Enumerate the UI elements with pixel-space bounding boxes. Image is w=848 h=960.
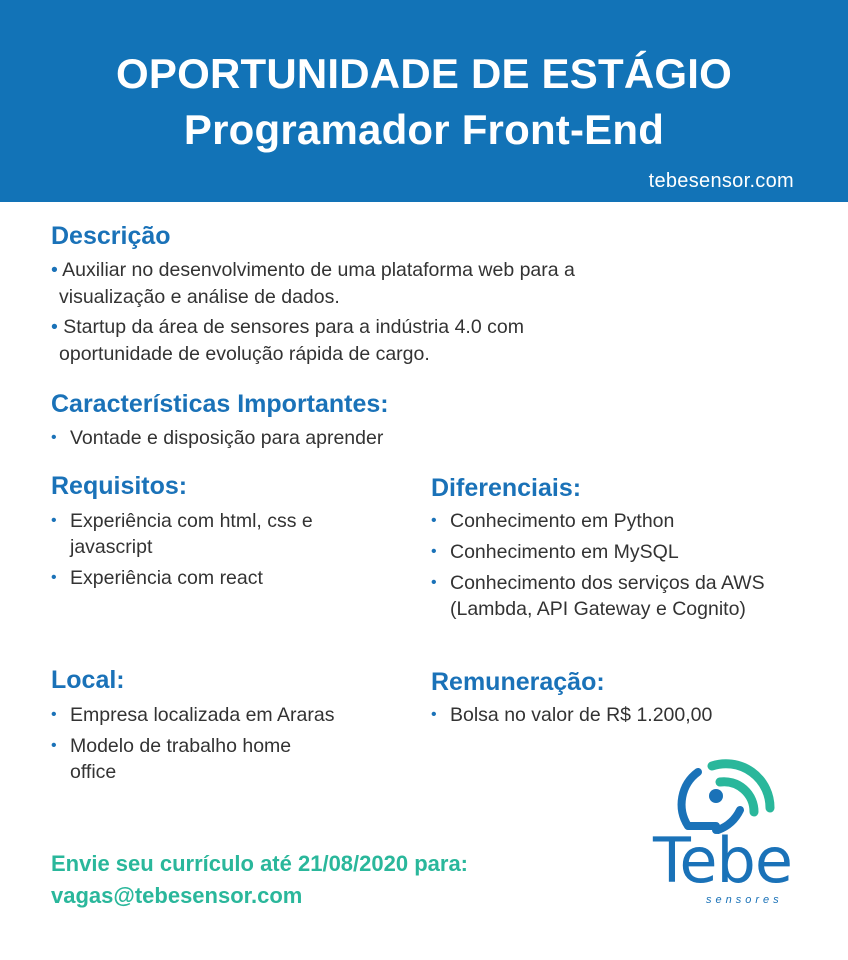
diferenciais-title: Diferenciais:: [431, 474, 582, 502]
title-line-1: OPORTUNIDADE DE ESTÁGIO: [116, 50, 732, 97]
head-dot-icon: [709, 789, 723, 803]
descricao-item: [51, 257, 575, 311]
list-item: • Modelo de trabalho home office: [51, 735, 292, 783]
list-item: • Conhecimento em MySQL: [431, 541, 679, 563]
title-line-2: Programador Front-End: [183, 106, 665, 153]
caracteristicas-list: [51, 425, 551, 451]
bullet-icon: •: [51, 706, 57, 723]
diferenciais-list: [431, 508, 791, 622]
descricao-item-line1: Auxiliar no desenvolvimento de uma plataforma web para a: [62, 259, 575, 281]
logo-subtitle: sensores: [706, 894, 783, 906]
remuneracao-title: Remuneração:: [431, 668, 605, 696]
cta-email[interactable]: vagas@tebesensor.com: [51, 883, 303, 908]
bullet-icon: •: [431, 574, 437, 591]
bullet-icon: •: [51, 316, 58, 338]
local-list: [51, 702, 411, 785]
list-item: • Conhecimento dos serviços da AWS (Lambda, API Gateway e Cognito): [431, 572, 765, 620]
list-item: • Conhecimento em Python: [431, 510, 675, 532]
list-item: • Bolsa no valor de R$ 1.200,00: [431, 704, 713, 726]
list-item: • Vontade e disposição para aprender: [51, 427, 384, 449]
bullet-icon: •: [51, 429, 57, 446]
descricao-item: [51, 314, 524, 368]
bullet-icon: •: [431, 512, 437, 529]
cta-deadline: Envie seu currículo até 21/08/2020 para:: [51, 851, 469, 876]
descricao-item-line1: Startup da área de sensores para a indústria 4.0 com: [63, 316, 524, 338]
head-outline-icon: [682, 772, 716, 830]
requisitos-title: Requisitos:: [51, 472, 188, 500]
descricao-title: Descrição: [51, 222, 171, 250]
bullet-icon: •: [431, 543, 437, 560]
list-item: • Experiência com react: [51, 567, 263, 589]
requisitos-list: [51, 508, 391, 591]
list-item: • Empresa localizada em Araras: [51, 704, 335, 726]
logo-wordmark: Tebe: [653, 824, 792, 897]
website-link[interactable]: tebesensor.com: [648, 170, 794, 192]
caracteristicas-title: Características Importantes:: [51, 390, 389, 418]
descricao-item-line2: oportunidade de evolução rápida de cargo.: [59, 343, 430, 365]
bullet-icon: •: [51, 569, 57, 586]
bullet-icon: •: [51, 737, 57, 754]
bullet-icon: •: [431, 706, 437, 723]
bullet-icon: •: [51, 512, 57, 529]
remuneracao-list: [431, 702, 811, 728]
bullet-icon: •: [51, 259, 58, 281]
list-item: • Experiência com html, css e javascript: [51, 510, 313, 558]
local-title: Local:: [51, 666, 125, 694]
header-banner: [0, 0, 848, 202]
descricao-item-line2: visualização e análise de dados.: [59, 286, 340, 308]
